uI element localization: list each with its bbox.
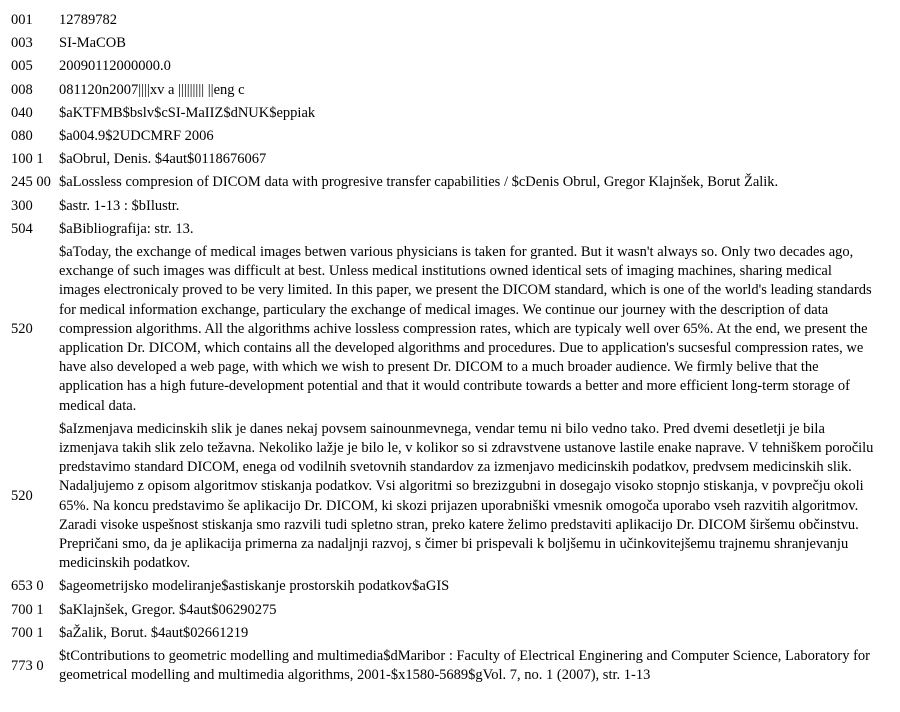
marc-field-row (10, 242, 890, 417)
marc-field-row (10, 646, 890, 686)
marc-tag: 080 (11, 128, 33, 145)
marc-tag: 245 00 (11, 174, 51, 191)
marc-value: $aKTFMB$bslv$cSI-MaIIZ$dNUK$eppiak (59, 104, 316, 121)
marc-record-table (8, 8, 892, 689)
marc-field-row (10, 56, 890, 77)
marc-tag: 520 (11, 320, 33, 337)
marc-tag: 700 1 (11, 624, 44, 641)
marc-tag: 520 (11, 488, 33, 505)
marc-value: $aKlajnšek, Gregor. $4aut$06290275 (59, 601, 277, 618)
marc-tag: 040 (11, 104, 33, 121)
marc-field-row (10, 126, 890, 147)
marc-tag: 300 (11, 197, 33, 214)
marc-value: $aIzmenjava medicinskih slik je danes nekaj povsem sainounmevnega, vendar temu ni bilo vedno tako. Pred dvemi desetletji je bila izmenjava takih slik zelo težavna. Nekoliko lažje je bilo le, v kolikor so si zdravstvene ustanove lastile enake naprave. V tehniškem poročilu predstavimo standard DICOM, enega od vodilnih svetovnih standardov za izmenjavo medicinskih podatkov, predvsem medicinskih slik. Nadaljujemo z opisom algoritmov stiskanja podatkov. Vsi algoritmi so brezizgubni in dosegajo visoko stopnjo stiskanja, v povprečju okoli 65%. Na koncu predstavimo še aplikacijo Dr. DICOM, ki skozi prijazen uporabniški vmesnik omogoča uporabo vseh razvitih algoritmov. Zaradi visoke uspešnost stiskanja smo razvili tudi spletno stran, preko katere želimo predstaviti aplikacijo Dr. DICOM širšemu občinstvu. Prepričani smo, da je aplikacija primerna za nadaljnji razvoj, s čimer bi prispevali k boljšemu in učinkovitejšemu trajnemu shranjevanju medicinskih podatkov. (59, 420, 874, 572)
marc-value: $aObrul, Denis. $4aut$0118676067 (59, 151, 267, 168)
marc-value: $aBibliografija: str. 13. (59, 220, 194, 237)
marc-tag: 001 (11, 12, 33, 28)
marc-field-row (10, 80, 890, 101)
marc-tag: 653 0 (11, 578, 44, 595)
marc-tag: 773 0 (11, 657, 44, 674)
marc-field-row (10, 172, 890, 193)
marc-value: $a004.9$2UDCMRF 2006 (59, 128, 214, 145)
marc-value: 12789782 (59, 12, 117, 28)
marc-field-row (10, 600, 890, 621)
marc-field-row (10, 623, 890, 644)
marc-value: $aToday, the exchange of medical images betwen various physicians is taken for granted. But it wasn't always so. Only two decades ago, exchange of such images was difficult at best. Unless medical institutions owned identical sets of imaging machines, sharing medical images electronicaly proved to be very limited. In this paper, we present the DICOM standard, which is one of the world's leading standards for medical information exchange, particulary the exchange of medical images. We continue our journey with the description of data compression algorithms. All the algorithms achive lossless compression rates, which are typicaly well over 65%. At the end, we present the application Dr. DICOM, which contains all the developed algorithms and procedures. Due to application's sucsesful compression rates, we have also developed a web page, with which we wish to present Dr. DICOM to a much broader audience. We firmly belive that the application has a high future-development potential and that it would contribute towards a better and more efficient long-term storage of medical data. (59, 244, 872, 414)
marc-field-row (10, 103, 890, 124)
marc-value: 20090112000000.0 (59, 58, 171, 75)
marc-field-row (10, 196, 890, 217)
marc-field-row (10, 10, 890, 31)
marc-value: $tContributions to geometric modelling and multimedia$dMaribor : Faculty of Electrical Enginering and Computer Science, Laboratory for geometrical modelling and multimedia algorithms, 2001-$x1580-5689$gVol. 7, no. 1 (2007), str. 1-13 (59, 648, 870, 684)
marc-value: $ageometrijsko modeliranje$astiskanje prostorskih podatkov$aGIS (59, 578, 450, 595)
marc-tag: 003 (11, 35, 33, 52)
marc-tag: 008 (11, 81, 33, 98)
marc-field-row (10, 149, 890, 170)
marc-tag: 005 (11, 58, 33, 75)
marc-value: $aŽalik, Borut. $4aut$02661219 (59, 624, 249, 641)
marc-tag: 504 (11, 220, 33, 237)
marc-field-row (10, 33, 890, 54)
marc-value: $aLossless compresion of DICOM data with progresive transfer capabilities / $cDenis Obrul, Gregor Klajnšek, Borut Žalik. (59, 174, 779, 191)
marc-value: 081120n2007||||xv a ||||||||| ||eng c (59, 81, 245, 98)
marc-value: $astr. 1-13 : $bIlustr. (59, 197, 180, 214)
marc-value: SI-MaCOB (59, 35, 126, 52)
marc-field-row (10, 419, 890, 575)
marc-tag: 700 1 (11, 601, 44, 618)
marc-tag: 100 1 (11, 151, 44, 168)
marc-field-row (10, 219, 890, 240)
marc-field-row (10, 576, 890, 597)
